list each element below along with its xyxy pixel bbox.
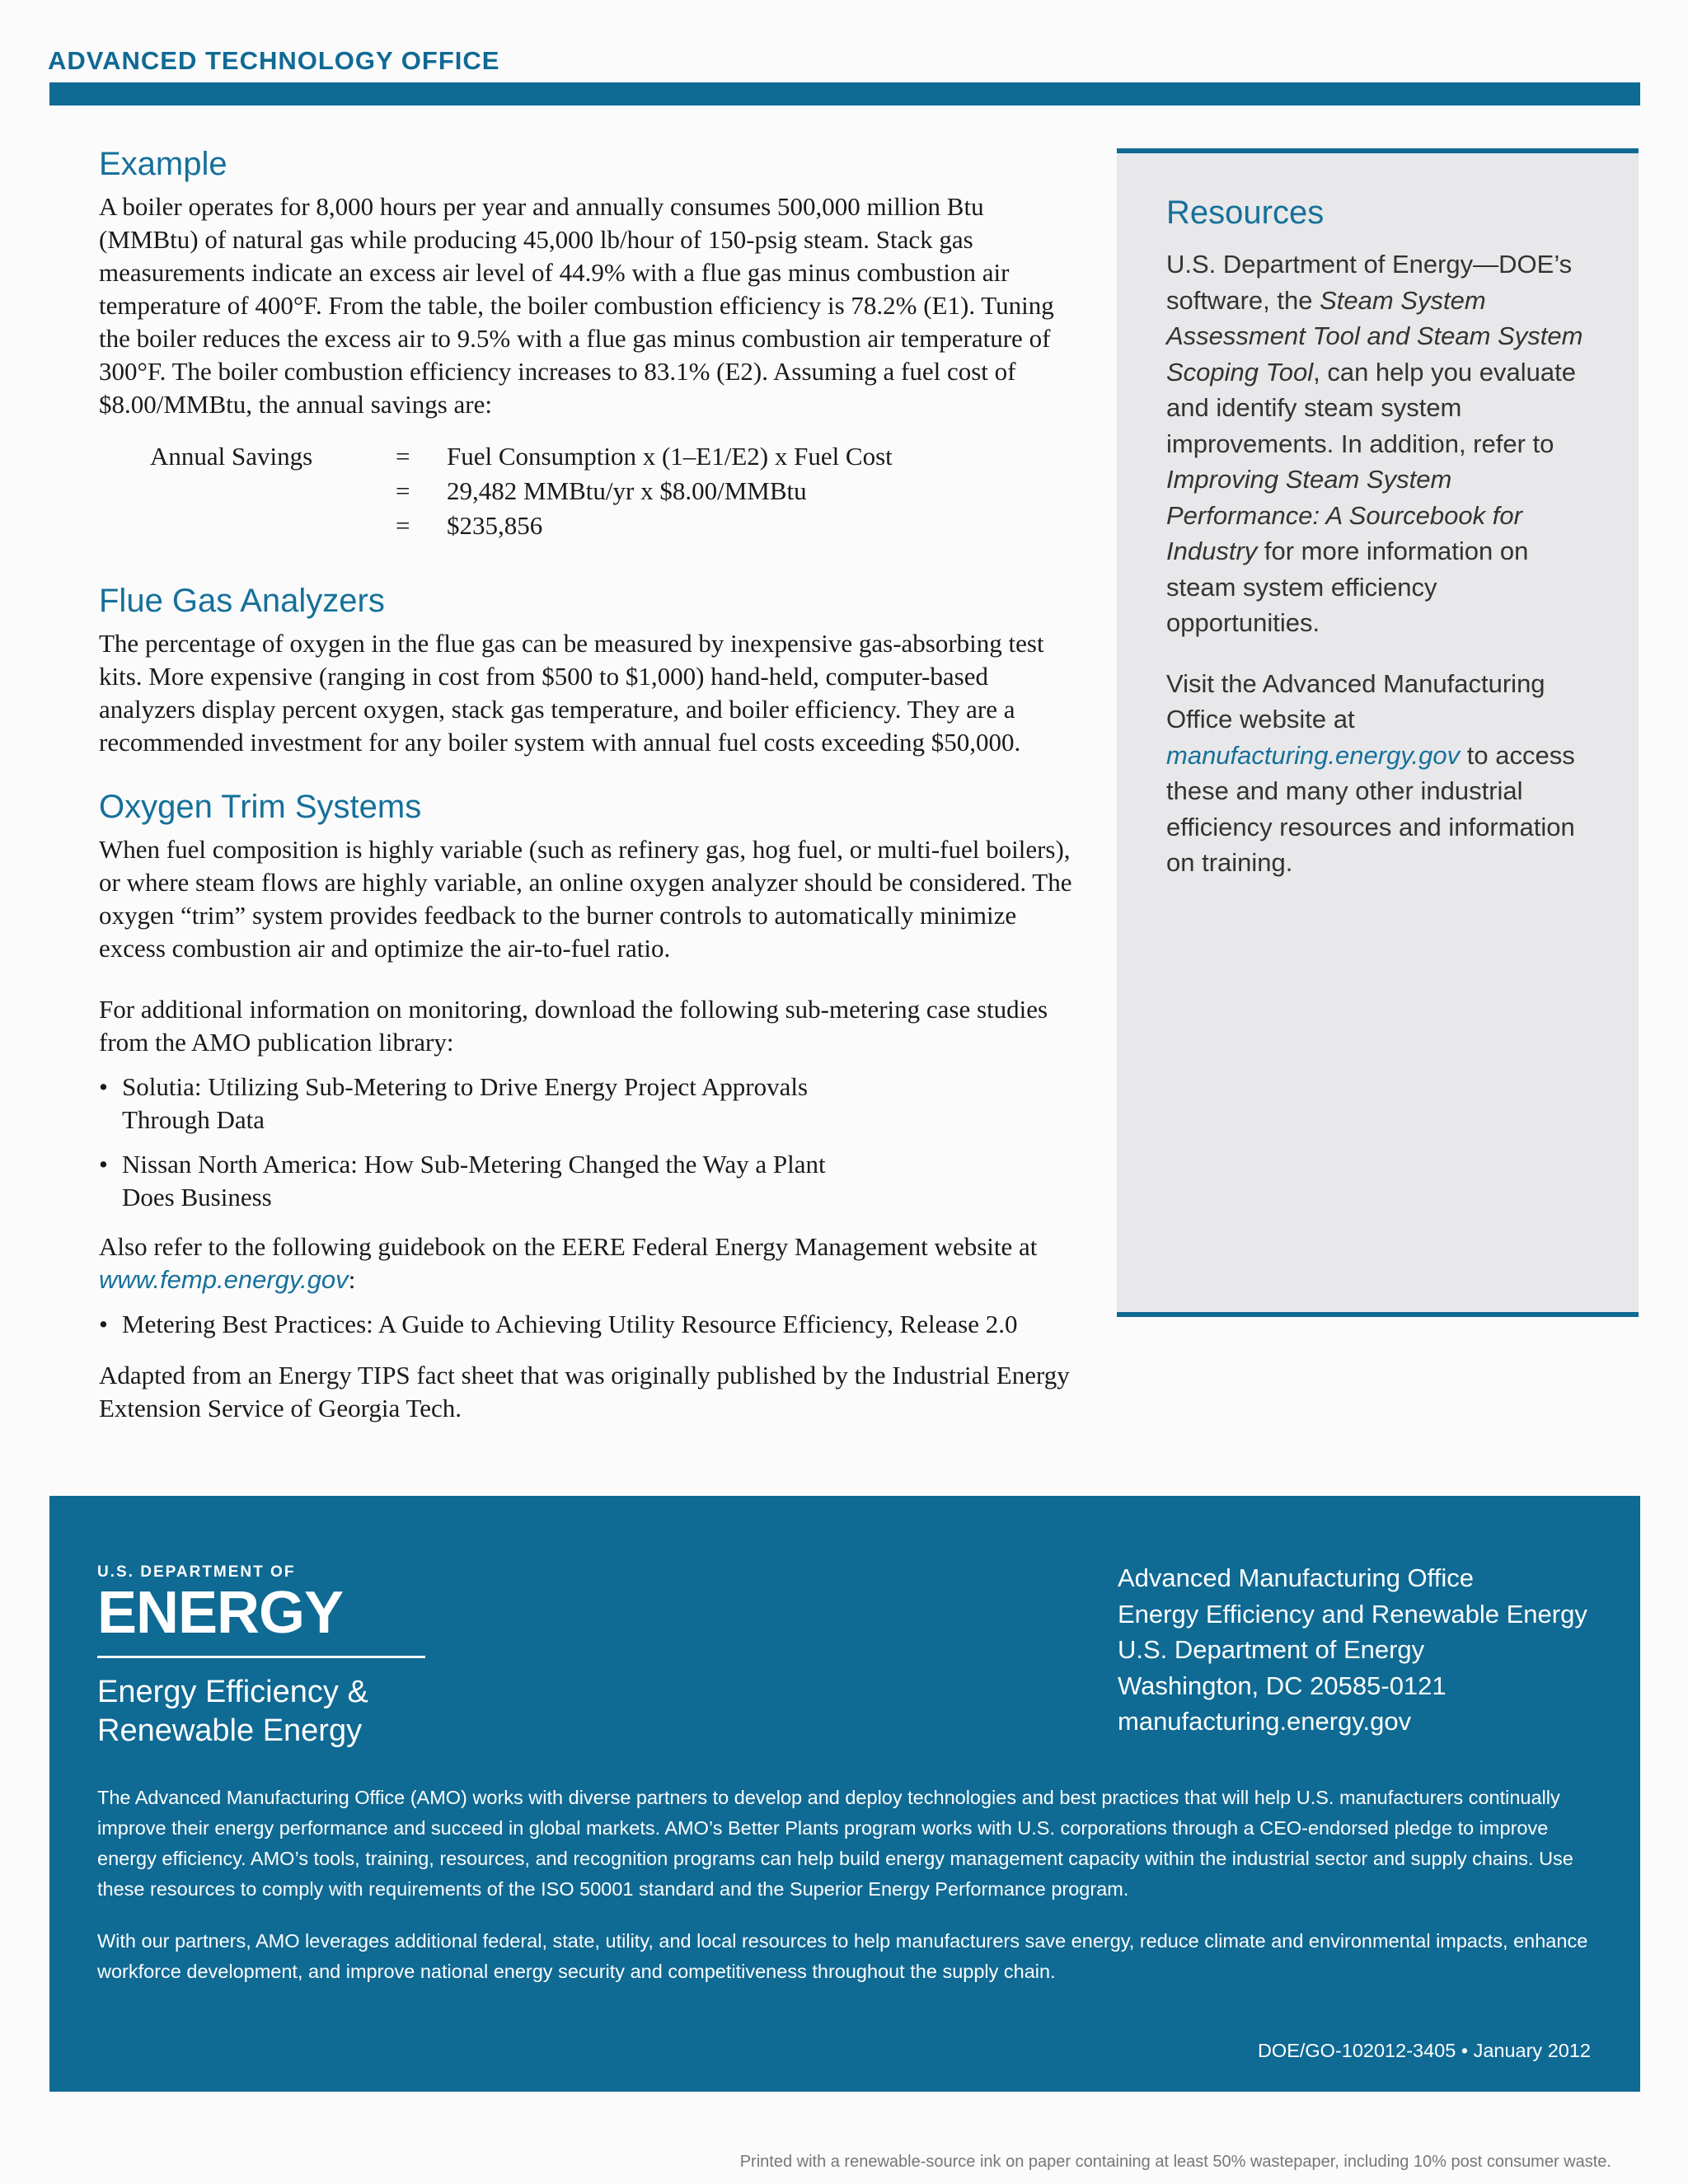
flue-gas-section [99, 581, 1088, 759]
logo-main: ENERGY [97, 1580, 344, 1646]
footer-panel [49, 1496, 1640, 2092]
manufacturing-link[interactable]: manufacturing.energy.gov [1166, 740, 1461, 770]
office-header: ADVANCED TECHNOLOGY OFFICE [48, 46, 500, 75]
equals-sign: = [396, 476, 410, 505]
sourcebook-title: Improving Steam System Performance: A Sourcebook for Industry [1166, 465, 1522, 565]
oxygen-trim-section [99, 787, 1088, 965]
equation-line: Fuel Consumption x (1–E1/E2) x Fuel Cost [447, 442, 893, 471]
equation-line: $235,856 [447, 511, 543, 540]
main-column [99, 144, 1088, 1425]
additional-intro: For additional information on monitoring, download the following sub-metering case studies from the AMO publication library: [99, 995, 1048, 1057]
equals-sign: = [396, 511, 410, 540]
footer-website-link[interactable]: manufacturing.energy.gov [1118, 1707, 1412, 1736]
equation-line: 29,482 MMBtu/yr x $8.00/MMBtu [447, 476, 807, 505]
case-study-title: Solutia: Utilizing Sub-Metering to Drive Energy Project Approvals Through Data [122, 1072, 809, 1134]
amo-description: The Advanced Manufacturing Office (AMO) works with diverse partners to develop and deploy technologies and best practices that will help U.S. manufacturers continually improve their energy performance and succeed in global markets. AMO’s Better Plants program works with U.S. corporations through a CEO-endorsed pledge to improve energy efficiency. AMO’s tools, training, resources, and recognition programs can help build energy management capacity within the industrial sector and supply chains. Use these resources to comply with requirements of the ISO 50001 standard and the Superior Energy Performance program. With our partners, AMO leverages additional federal, state, utility, and local resources to help manufacturers save energy, reduce climate and environmental impacts, enhance workforce development, and improve national energy security and competitiveness throughout the supply chain. [97, 1787, 1588, 1982]
list-item [99, 1071, 864, 1137]
doe-logo [97, 1563, 425, 1750]
resources-paragraph: Visit the Advanced Manufacturing Office website at manufacturing.energy.gov to access these and many other industrial efficiency resources and information on training. [1166, 668, 1575, 877]
bullet: • [99, 1072, 108, 1101]
list-item [99, 1148, 864, 1214]
logo-rule [97, 1656, 425, 1658]
logo-sub: Energy Efficiency & [97, 1675, 368, 1709]
office-address: Advanced Manufacturing Office Energy Efficiency and Renewable Energy U.S. Department of Energy Washington, DC 20585-0121 manufacturing.energy.gov [1118, 1560, 1587, 1740]
example-section [99, 144, 1088, 543]
equals-sign: = [396, 442, 410, 471]
example-heading: Example [99, 146, 227, 182]
document-id: DOE/GO-102012-3405 • January 2012 [1257, 2040, 1591, 2061]
oxygen-trim-heading: Oxygen Trim Systems [99, 789, 422, 825]
savings-equation [150, 439, 1088, 543]
bullet: • [99, 1310, 108, 1338]
guidebook-title: Metering Best Practices: A Guide to Achieving Utility Resource Efficiency, Release 2.0 [122, 1310, 1018, 1338]
resources-heading: Resources [1166, 194, 1325, 231]
header-bar [49, 82, 1640, 105]
equation-label: Annual Savings [150, 442, 313, 471]
flue-gas-heading: Flue Gas Analyzers [99, 583, 385, 619]
printed-note: Printed with a renewable-source ink on paper containing at least 50% wastepaper, including 10% post consumer waste. [739, 2153, 1611, 2171]
tool-names: Steam System Assessment Tool and Steam System Scoping Tool [1166, 285, 1583, 387]
example-body: A boiler operates for 8,000 hours per year and annually consumes 500,000 million Btu (MMBtu) of natural gas while producing 45,000 lb/hour of 150-psig steam. Stack gas measurements indicate an excess air level of 44.9% with a flue gas minus combustion air temperature of 400°F. From the table, the boiler combustion efficiency is 78.2% (E1). Tuning the boiler reduces the excess air to 9.5% with a flue gas minus combustion air temperature of 300°F. The boiler combustion efficiency increases to 83.1% (E2). Assuming a fuel cost of $8.00/MMBtu, the annual savings are: [99, 192, 1054, 419]
list-item [99, 1308, 1088, 1341]
resources-sidebar [1117, 148, 1639, 1317]
case-study-title: Nissan North America: How Sub-Metering Changed the Way a Plant Does Business [122, 1150, 826, 1212]
guidebook-intro: Also refer to the following guidebook on the EERE Federal Energy Management website at www.femp.energy.gov: [99, 1232, 1038, 1294]
oxygen-trim-body: When fuel composition is highly variable (such as refinery gas, hog fuel, or multi-fuel boilers), or where steam flows are highly variable, an online oxygen analyzer should be considered. The oxygen “trim” system provides feedback to the burner controls to automatically minimize excess combustion air and optimize the air-to-fuel ratio. [99, 835, 1072, 963]
logo-top: U.S. DEPARTMENT OF [97, 1563, 296, 1581]
adapted-note: Adapted from an Energy TIPS fact sheet that was originally published by the Industrial Energy Extension Service of Georgia Tech. [99, 1361, 1070, 1422]
logo-sub: Renewable Energy [97, 1713, 363, 1748]
femp-link[interactable]: www.femp.energy.gov [99, 1265, 349, 1294]
bullet: • [99, 1150, 108, 1179]
flue-gas-body: The percentage of oxygen in the flue gas can be measured by inexpensive gas-absorbing test kits. More expensive (ranging in cost from $500 to $1,000) hand-held, computer-based analyzers display percent oxygen, stack gas temperature, and boiler efficiency. They are a recommended investment for any boiler system with annual fuel costs exceeding $50,000. [99, 629, 1044, 757]
resources-paragraph: U.S. Department of Energy—DOE’s software, the Steam System Assessment Tool and Steam System Scoping Tool, can help you evaluate and identify steam system improvements. In addition, refer to Improving Steam System Performance: A Sourcebook for Industry for more information on steam system efficiency opportunities. [1166, 250, 1583, 637]
